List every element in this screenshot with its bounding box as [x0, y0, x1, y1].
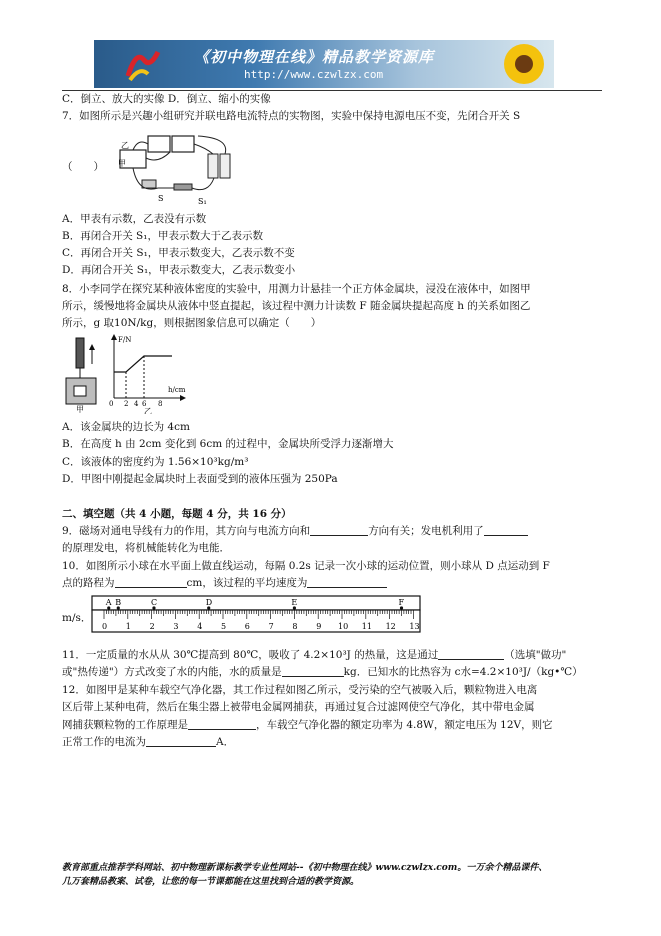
header-url: http://www.czwlzx.com	[244, 68, 384, 81]
q8-option-a: A．该金属块的边长为 4cm	[62, 421, 190, 433]
ruler-number: 2	[149, 622, 155, 631]
q12-line3	[62, 718, 553, 732]
ruler-number: 8	[292, 622, 298, 631]
header-title: 《初中物理在线》精品教学资源库	[194, 48, 435, 66]
q11-line2	[62, 665, 583, 679]
q10-unit: m/s．	[62, 612, 92, 624]
q10-line2	[62, 576, 387, 590]
ruler-letter: B	[115, 598, 122, 607]
ruler-number: 7	[268, 622, 274, 631]
q7-label-yi: 乙	[121, 141, 129, 150]
q12-blank-1[interactable]	[188, 718, 256, 730]
q12-text-a: 网捕获颗粒物的工作原理是	[62, 719, 188, 731]
q10-text-b: cm，该过程的平均速度为	[186, 577, 308, 589]
q10-ruler-figure	[90, 594, 424, 638]
logo-icon	[124, 46, 164, 82]
ruler-number: 5	[221, 622, 227, 631]
q12-text-c: 正常工作的电流为	[62, 736, 146, 748]
q8-tick-4: 4	[134, 400, 139, 408]
q12-line4	[62, 735, 234, 749]
q12-blank-2[interactable]	[146, 735, 216, 747]
footer-line1: 教育部重点推荐学科网站、初中物理新课标教学专业性网站--《初中物理在线》www.czwlzx.com。一万余个精品课件、	[62, 863, 548, 873]
ruler-number: 10	[338, 622, 349, 631]
q8-stem-line1: 8．小李同学在探究某种液体密度的实验中，用测力计悬挂一个正方体金属块，浸没在液体中，如图甲	[62, 283, 531, 295]
header-banner	[94, 40, 554, 88]
q8-stem-line3: 所示，g 取10N/kg，则根据图象信息可以确定（ ）	[62, 317, 322, 329]
q12-line2: 区后带上某种电荷，然后在集尘器上被带电金属网捕获，再通过复合过滤网使空气净化，其中带电金属	[62, 701, 535, 713]
q7-option-a: A．甲表有示数，乙表没有示数	[62, 213, 207, 225]
header-rule	[62, 90, 602, 91]
q9-blank-2[interactable]	[484, 524, 528, 536]
q7-label-s: S	[158, 194, 164, 203]
q8-option-d: D．甲图中刚提起金属块时上表面受到的液体压强为 250Pa	[62, 473, 338, 485]
q8-tick-2: 2	[124, 400, 129, 408]
q10-line1: 10．如图所示小球在水平面上做直线运动，每隔 0.2s 记录一次小球的运动位置，则小球从 D 点运动到 F	[62, 560, 550, 572]
ruler-number: 12	[385, 622, 396, 631]
q11-text-d: kg．已知水的比热容为 c水=4.2×10³J/（kg•℃）	[343, 666, 583, 678]
q10-text-a: 点的路程为	[62, 577, 115, 589]
ruler-number: 3	[173, 622, 179, 631]
sunflower-icon	[494, 40, 554, 88]
q8-axis-f: F/N	[118, 336, 132, 344]
q8-option-b: B．在高度 h 由 2cm 变化到 6cm 的过程中，金属块所受浮力逐渐增大	[62, 438, 394, 450]
q6-options-cd: C．倒立、放大的实像 D．倒立、缩小的实像	[62, 93, 271, 105]
q8-axis-h: h/cm	[168, 386, 186, 394]
q12-text-b: ，车载空气净化器的额定功率为 4.8W，额定电压为 12V，则它	[256, 719, 553, 731]
q7-option-b: B．再闭合开关 S₁，甲表示数大于乙表示数	[62, 230, 263, 242]
ruler-number: 13	[409, 622, 420, 631]
ruler-number: 11	[361, 622, 372, 631]
q10-blank-2[interactable]	[307, 576, 387, 588]
footer-line2: 几万套精品教案、试卷，让您的每一节课都能在这里找到合适的教学资源。	[62, 877, 360, 887]
q9-text-a: 9．磁场对通电导线有力的作用，其方向与电流方向和	[62, 525, 311, 537]
ruler-number: 9	[316, 622, 322, 631]
q8-tick-8: 8	[158, 400, 163, 408]
q12-line1: 12．如图甲是某种车载空气净化器，其工作过程如图乙所示，受污染的空气被吸入后，颗粒物进入电离	[62, 684, 538, 696]
q12-text-d: A．	[216, 736, 235, 748]
q8-label-jia: 甲	[76, 405, 84, 414]
q11-blank-2[interactable]	[282, 665, 344, 677]
q9-text-b: 方向有关；发电机利用了	[368, 525, 484, 537]
q9-blank-1[interactable]	[310, 524, 368, 536]
q7-label-jia: 甲	[118, 159, 126, 168]
q7-stem: 7．如图所示是兴趣小组研究并联电路电流特点的实物图，实验中保持电源电压不变，先闭合开关 S	[62, 110, 521, 122]
ruler-letter: E	[291, 598, 298, 607]
q8-tick-6: 6	[142, 400, 147, 408]
ruler-letter: F	[398, 598, 405, 607]
section-fill-in-title: 二、填空题（共 4 小题，每题 4 分，共 16 分）	[62, 508, 292, 520]
q8-label-yi: 乙	[144, 407, 152, 414]
ruler-number: 1	[125, 622, 131, 631]
q9-line2: 的原理发电，将机械能转化为电能．	[62, 542, 230, 554]
ruler-letter: D	[205, 598, 213, 607]
q10-blank-1[interactable]	[115, 576, 187, 588]
q11-text-a: 11．一定质量的水从从 30℃提高到 80℃，吸收了 4.2×10³J 的热量，这是通过	[62, 649, 439, 661]
q8-stem-line2: 所示，缓慢地将金属块从液体中竖直提起，该过程中测力计读数 F 随金属块提起高度 h 的关系如图乙	[62, 300, 531, 312]
q8-figure	[62, 334, 192, 414]
q7-paren: （ ）	[62, 161, 104, 173]
q11-text-b: （选填"做功"	[504, 649, 567, 661]
q9-line1	[62, 524, 528, 538]
ruler-number: 4	[197, 622, 203, 631]
ruler-number: 0	[102, 622, 108, 631]
q8-option-c: C．该液体的密度约为 1.56×10³kg/m³	[62, 456, 249, 468]
ruler-number: 6	[244, 622, 250, 631]
ruler-letter: A	[105, 598, 112, 607]
q11-blank-1[interactable]	[438, 648, 504, 660]
q7-option-c: C．再闭合开关 S₁，甲表示数变大，乙表示数不变	[62, 247, 295, 259]
q7-label-s1: S₁	[198, 197, 207, 206]
q11-text-c: 或"热传递"）方式改变了水的内能，水的质量是	[62, 666, 282, 678]
ruler-letter: C	[150, 598, 158, 607]
q7-option-d: D．再闭合开关 S₁，甲表示数变大，乙表示数变小	[62, 264, 296, 276]
q7-circuit-figure	[118, 128, 248, 206]
q11-line1	[62, 648, 566, 662]
q8-tick-0: 0	[109, 400, 114, 408]
